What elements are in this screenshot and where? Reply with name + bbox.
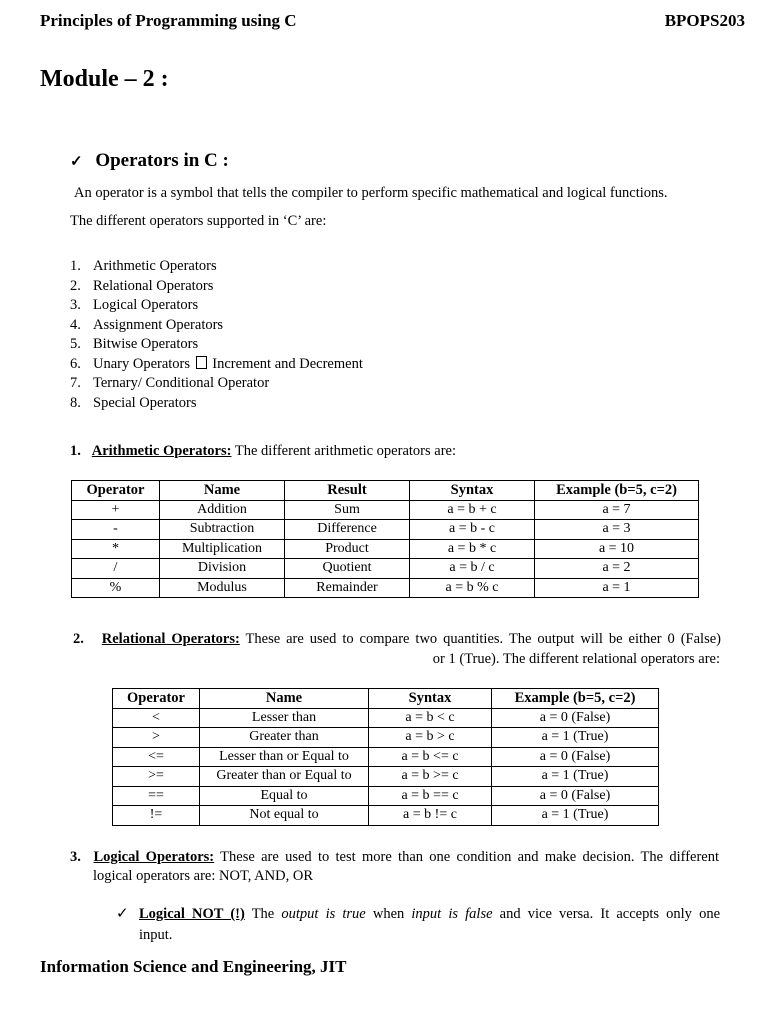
intro-paragraph: An operator is a symbol that tells the compiler to perform specific mathematical and logical functions. <box>74 185 668 201</box>
table-row: * Multiplication Product a = b * c a = 10 <box>72 539 699 559</box>
table-row: + Addition Sum a = b + c a = 7 <box>72 500 699 520</box>
checkmark-icon: ✓ <box>70 154 83 170</box>
list-item: 4. Assignment Operators <box>70 316 224 333</box>
table-header-row: Operator Name Syntax Example (b=5, c=2) <box>113 689 659 709</box>
list-item: 5. Bitwise Operators <box>70 336 199 352</box>
table-row: <= Lesser than or Equal to a = b <= c a = 0 (False) <box>113 747 659 767</box>
table-row: % Modulus Remainder a = b % c a = 1 <box>72 578 699 598</box>
operator-list <box>70 258 363 414</box>
table-row: - Subtraction Difference a = b - c a = 3 <box>72 520 699 540</box>
section-heading <box>70 150 229 172</box>
module-title: Module – 2 : <box>40 66 169 92</box>
missing-glyph-icon <box>196 356 207 369</box>
logical-heading: 3. Logical Operators: These are used to test more than one condition and make decision. The different <box>70 849 720 865</box>
table-row: == Equal to a = b == c a = 0 (False) <box>113 786 659 806</box>
relational-table <box>112 688 659 826</box>
relational-heading: 2. Relational Operators: These are used to compare two quantities. The output will be either 0 (False) <box>73 631 721 647</box>
list-item: 1. Arithmetic Operators <box>70 258 217 274</box>
header-course-title: Principles of Programming using C <box>40 11 297 30</box>
intro-subtext: The different operators supported in ‘C’ are: <box>70 213 327 229</box>
list-item: 3. Logical Operators <box>70 297 199 313</box>
page-footer: Information Science and Engineering, JIT <box>40 957 347 976</box>
arithmetic-table <box>71 480 699 598</box>
section-title: Operators in C : <box>95 150 229 171</box>
table-row: / Division Quotient a = b / c a = 2 <box>72 559 699 579</box>
logical-not-description: Logical NOT (!) The output is true when input is false and vice versa. It accepts only one <box>139 906 721 922</box>
table-row: < Lesser than a = b < c a = 0 (False) <box>113 708 659 728</box>
logical-desc-continued: logical operators are: NOT, AND, OR <box>93 868 313 884</box>
list-item: 2. Relational Operators <box>70 277 214 294</box>
list-item: 8. Special Operators <box>70 394 197 411</box>
table-row: != Not equal to a = b != c a = 1 (True) <box>113 806 659 826</box>
table-row: >= Greater than or Equal to a = b >= c a = 1 (True) <box>113 767 659 787</box>
table-header-row: Operator Name Result Syntax Example (b=5, c=2) <box>72 481 699 501</box>
list-item: 7. Ternary/ Conditional Operator <box>70 375 270 391</box>
table-row: > Greater than a = b > c a = 1 (True) <box>113 728 659 748</box>
checkmark-icon: ✓ <box>116 906 129 922</box>
header-course-code: BPOPS203 <box>664 11 745 30</box>
list-item: 6. Unary Operators Increment and Decrement <box>70 355 363 372</box>
logical-not-desc-continued: input. <box>139 927 173 943</box>
arithmetic-heading: 1. Arithmetic Operators: The different arithmetic operators are: <box>70 443 456 459</box>
relational-desc-continued: or 1 (True). The different relational operators are: <box>432 651 720 667</box>
